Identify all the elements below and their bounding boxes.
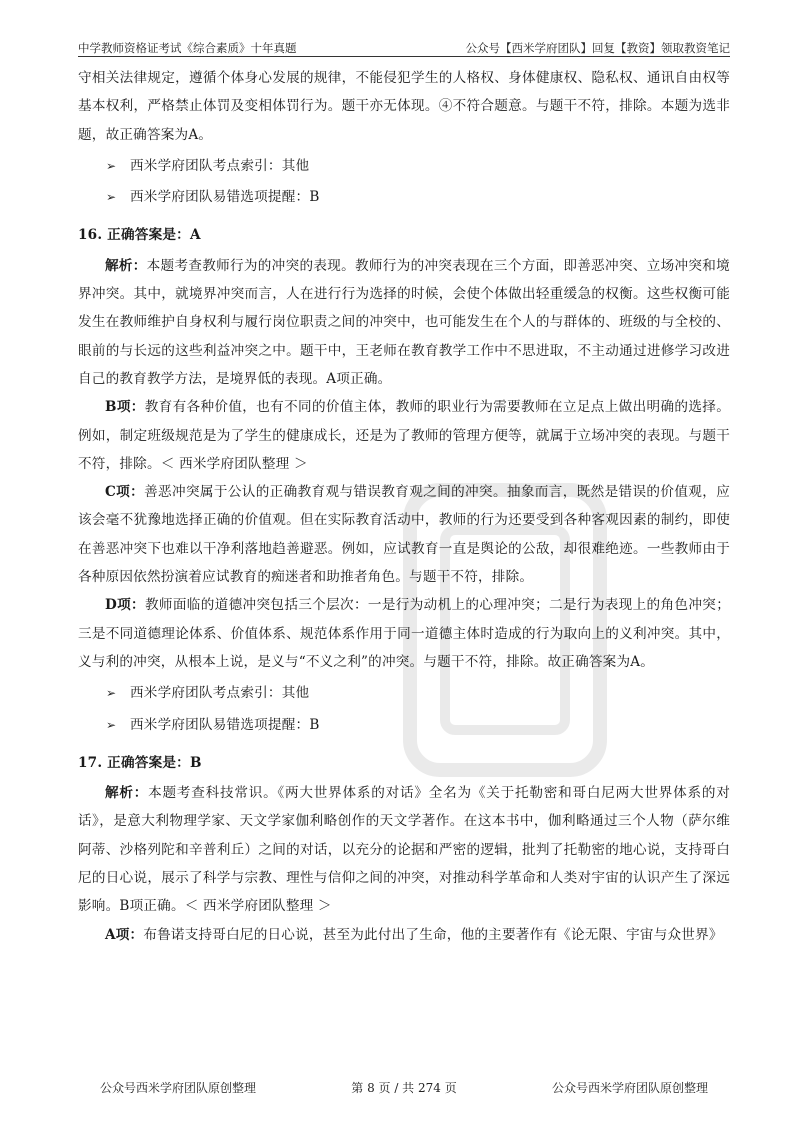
header-title: 中学教师资格证考试《综合素质》十年真题 — [78, 41, 297, 55]
arrow-bullet-icon: ➢ — [106, 717, 117, 732]
header-promo: 公众号【西米学府团队】回复【教资】领取教资笔记 — [465, 41, 730, 55]
topic-index: 西米学府团队考点索引：其他 — [130, 685, 310, 702]
arrow-bullet-icon: ➢ — [106, 686, 117, 701]
analysis-text: 本题考查科技常识。《两大世界体系的对话》全名为《关于托勒密和哥白尼两大世界体系的对话》，是意大利物理学家、天文学家伽利略创作的天文学著作。在这本书中，伽利略通过三个人物（萨尔维阿蒂、沙格列陀和辛普利丘）之间的对话，以充分的论据和严密的逻辑，批判了托勒密的地心说，支持哥白尼的日心说，展示了科学与宗教、理性与信仰之间的冲突，对推动科学革命和人类对宇宙的认识产生了深远影响。B项正确。＜ 西米学府团队整理 ＞ — [78, 785, 730, 915]
analysis-text: 本题考查教师行为的冲突的表现。教师行为的冲突表现在三个方面，即善恶冲突、立场冲突和境界冲突。其中，就境界冲突而言，人在进行行为选择的时候，会使个体做出轻重缓急的权衡。这些权衡可能发生在教师维护自身权利与履行岗位职责之间的冲突中，也可能发生在个人的与群体的、班级的与全校的、眼前的与长远的这些利益冲突之中。题干中，王老师在教育教学工作中不思进取，不主动通过进修学习改进自己的教育教学方法，是境界低的表现。A项正确。 — [78, 257, 730, 387]
question-16-analysis — [78, 252, 730, 393]
option-c-explanation — [78, 478, 730, 591]
list-item — [106, 152, 730, 180]
option-label: B项： — [105, 399, 145, 416]
option-a-explanation — [78, 921, 730, 949]
page-footer — [78, 1079, 730, 1099]
option-text: 教师面临的道德冲突包括三个层次：一是行为动机上的心理冲突；二是行为表现上的角色冲突；三是不同道德理论体系、价值体系、规范体系作用于同一道德主体时造成的行为取向上的义利冲突。其中，义与利的冲突，从根本上说，是义与“不义之利”的冲突。与题干不符，排除。故正确答案为A。 — [78, 597, 730, 670]
list-item — [106, 183, 730, 211]
option-label: A项： — [105, 926, 144, 943]
common-mistake: 西米学府团队易错选项提醒：B — [130, 716, 320, 733]
intro-paragraph: 守相关法律规定，遵循个体身心发展的规律，不能侵犯学生的人格权、身体健康权、隐私权、通讯自由权等基本权利，严格禁止体罚及变相体罚行为。题干亦无体现。④不符合题意。与题干不符，排除。本题为选非题，故正确答案为A。 — [78, 70, 730, 143]
common-mistake: 西米学府团队易错选项提醒：B — [130, 189, 320, 206]
analysis-label: 解析： — [105, 785, 149, 802]
arrow-bullet-icon: ➢ — [106, 190, 117, 205]
option-label: C项： — [105, 484, 145, 501]
page-header — [78, 30, 730, 57]
topic-index: 西米学府团队考点索引：其他 — [130, 157, 310, 174]
question-16-answer: 16. 正确答案是：A — [78, 227, 201, 244]
analysis-label: 解析： — [105, 257, 147, 274]
footer-left: 公众号西米学府团队原创整理 — [100, 1081, 257, 1095]
option-d-explanation — [78, 591, 730, 676]
question-17-analysis — [78, 779, 730, 920]
option-text: 教育有各种价值，也有不同的价值主体，教师的职业行为需要教师在立足点上做出明确的选择。例如，制定班级规范是为了学生的健康成长，还是为了教师的管理方便等，就属于立场冲突的表现。与题干不符，排除。＜ 西米学府团队整理 ＞ — [78, 399, 730, 472]
list-item — [106, 711, 730, 739]
question-17-answer: 17. 正确答案是：B — [78, 754, 202, 771]
list-item — [106, 679, 730, 707]
footer-right: 公众号西米学府团队原创整理 — [551, 1081, 708, 1095]
arrow-bullet-icon: ➢ — [106, 158, 117, 173]
option-label: D项： — [105, 597, 145, 614]
option-b-explanation — [78, 393, 730, 478]
page-number: 第 8 页 / 共 274 页 — [351, 1081, 457, 1095]
option-text: 布鲁诺支持哥白尼的日心说，甚至为此付出了生命，他的主要著作有《论无限、宇宙与众世界》 — [143, 926, 723, 943]
document-body — [78, 64, 730, 949]
option-text: 善恶冲突属于公认的正确教育观与错误教育观之间的冲突。抽象而言，既然是错误的价值观，应该会毫不犹豫地选择正确的价值观。但在实际教育活动中，教师的行为还要受到各种客观因素的制约，即使在善恶冲突下也难以干净利落地趋善避恶。例如，应试教育一直是舆论的公敌，却很难绝迹。一些教师由于各种原因依然扮演着应试教育的痴迷者和助推者角色。与题干不符，排除。 — [78, 484, 730, 586]
